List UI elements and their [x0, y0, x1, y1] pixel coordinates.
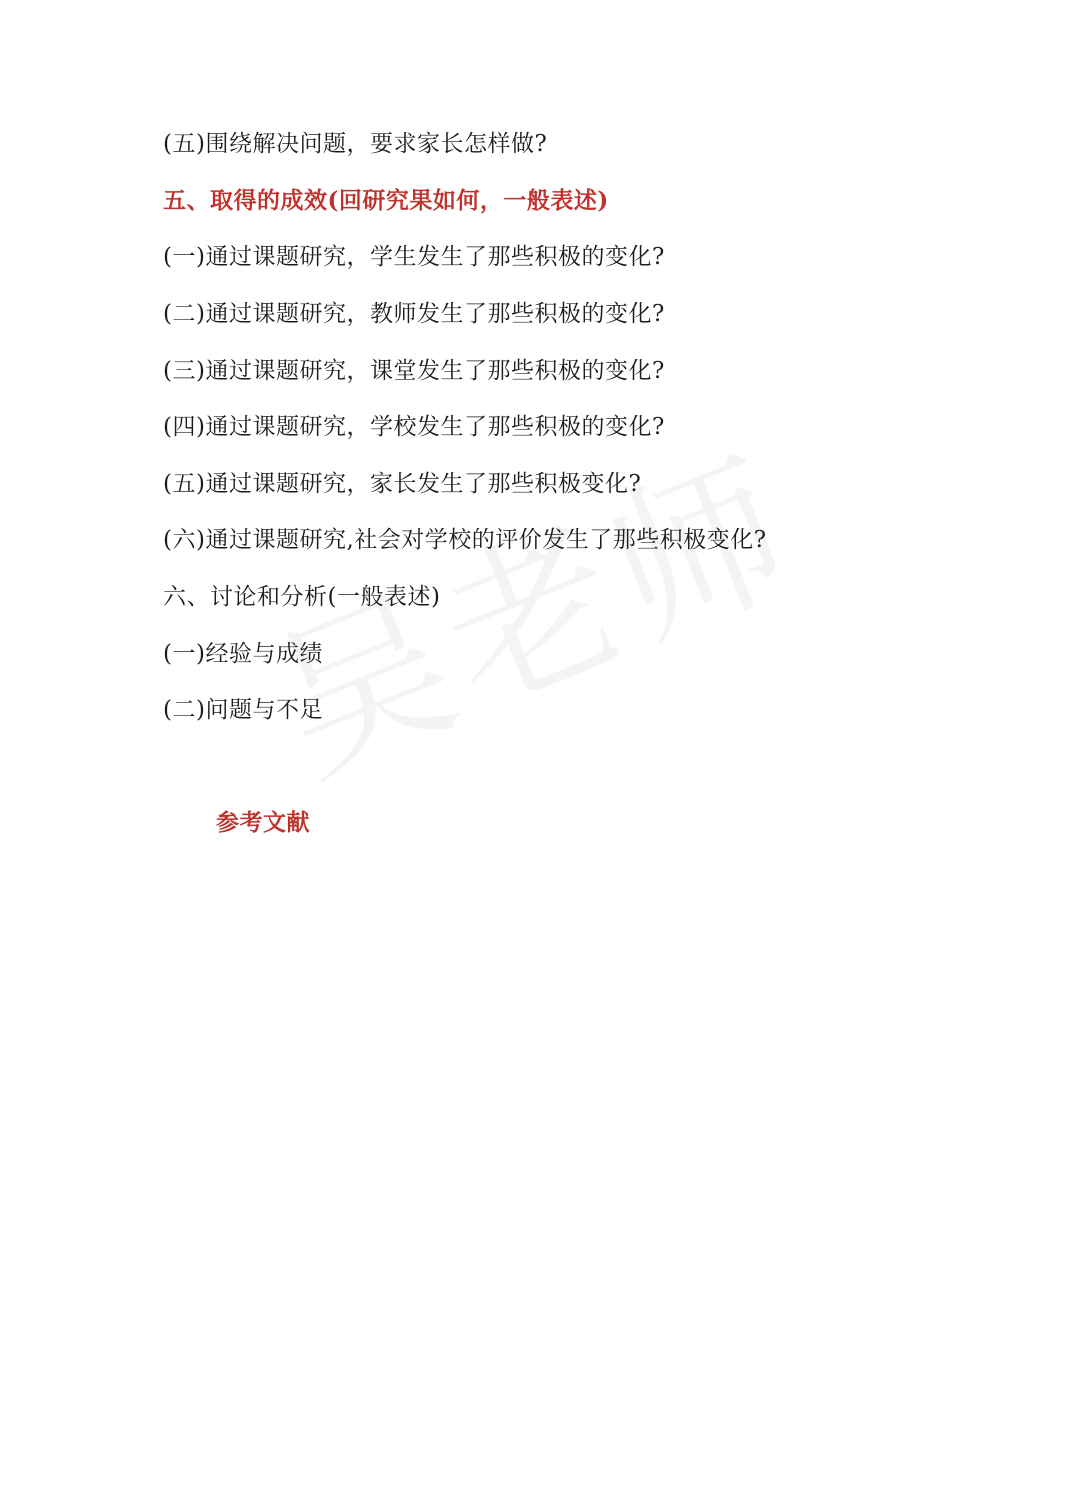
item-problems-shortcomings: (二)问题与不足 — [163, 697, 323, 723]
item-society-evaluation-change: (六)通过课题研究,社会对学校的评价发生了那些积极变化? — [163, 527, 767, 553]
section-heading-results: 五、取得的成效(回研究果如何，一般表述) — [163, 187, 609, 214]
section-heading-discussion: 六、讨论和分析(一般表述) — [163, 584, 441, 610]
item-teachers-change: (二)通过课题研究，教师发生了那些积极的变化? — [163, 301, 665, 327]
item-parents-requirements: (五)围绕解决问题，要求家长怎样做? — [163, 131, 548, 157]
item-experience-achievements: (一)经验与成绩 — [163, 641, 323, 667]
item-students-change: (一)通过课题研究，学生发生了那些积极的变化? — [163, 244, 665, 270]
item-school-change: (四)通过课题研究，学校发生了那些积极的变化? — [163, 414, 665, 440]
item-parents-change: (五)通过课题研究，家长发生了那些积极变化? — [163, 471, 642, 497]
item-classroom-change: (三)通过课题研究，课堂发生了那些积极的变化? — [163, 358, 665, 384]
references-heading: 参考文献 — [216, 809, 310, 836]
